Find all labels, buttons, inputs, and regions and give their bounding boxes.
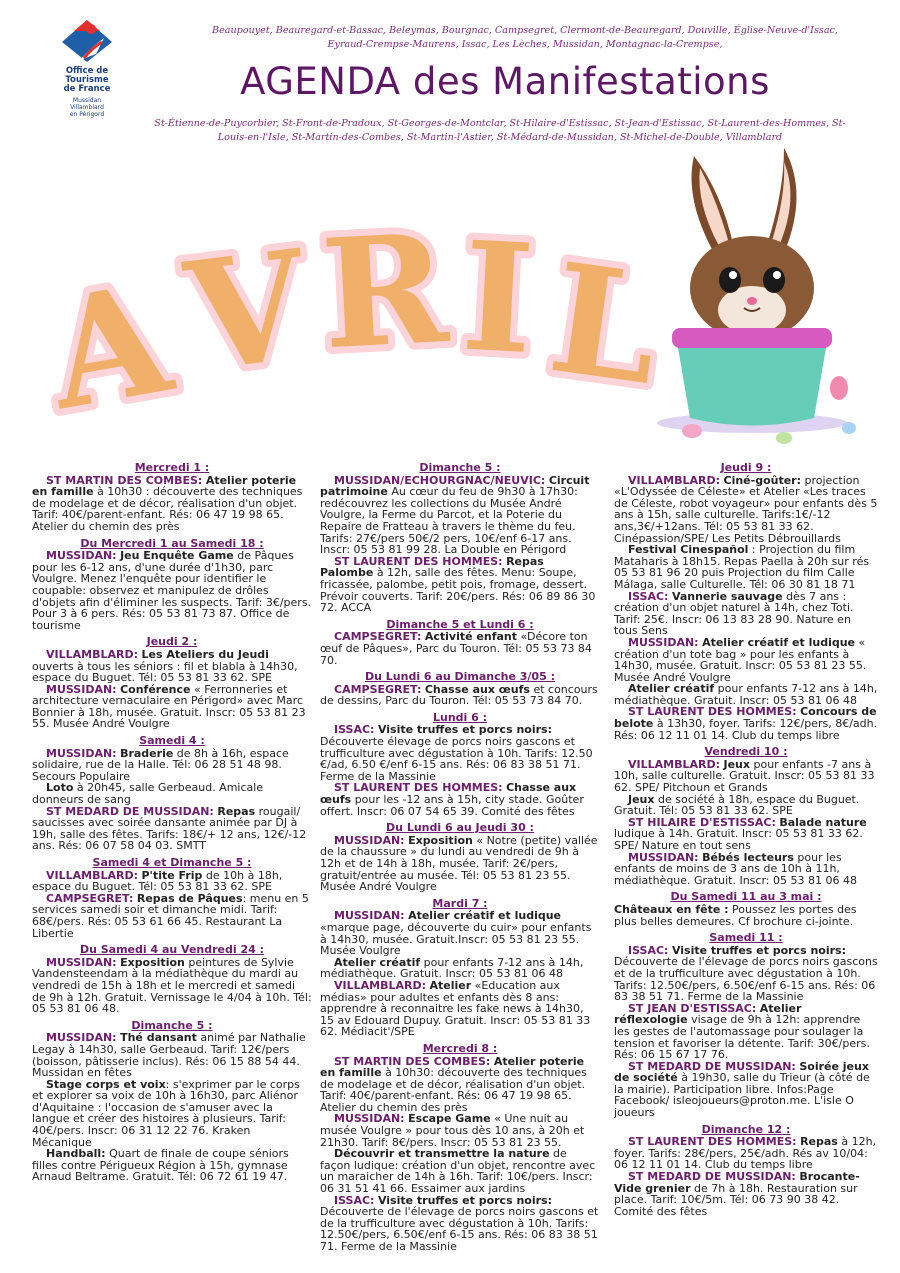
event-item: CAMPSEGRET: Chasse aux œufs et concours de dessins, Parc du Touron. Tél: 05 53 73 84 70.	[320, 682, 598, 708]
event-item: Atelier créatif pour enfants 7-12 ans à 14h, médiathèque. Gratuit. Inscr: 05 53 81 06 48	[320, 955, 584, 981]
day-section	[320, 671, 600, 707]
day-heading: Du Lundi 6 au Jeudi 30 :	[386, 821, 534, 835]
event-item: MUSSIDAN: Exposition peintures de Sylvie Vandensteendam à la médiathèque du mardi au vendredi de 15h à 18h et le mercredi et samedi de 9h à 12h. Gratuit. Vernissage le 4/04 à 10h. Tél: 05 53 81 06 48.	[32, 955, 312, 1016]
day-heading: Samedi 4 :	[139, 734, 205, 748]
event-item: VILLAMBLARD: P'tite Frip de 10h à 18h, espace du Buguet. Tél: 05 53 81 33 62. SPE	[32, 868, 283, 894]
easter-bunny-illustration	[634, 138, 869, 458]
event-item: MUSSIDAN: Braderie de 8h à 16h, espace solidaire, rue de la Halle. Tél: 06 28 51 48 98. Secours Populaire	[32, 746, 289, 783]
day-heading: Du Mercredi 1 au Samedi 18 :	[80, 536, 264, 550]
event-item: VILLAMBLARD: Ciné-goûter: projection «L'Odyssée de Céleste» et Atelier «Les traces de Céleste, robot voyageur» pour enfants dès 5 ans à 15h, salle culturelle. Tarifs:1€/-12 ans,3€/+12ans. Tél: 05 53 81 33 62. Cinépassion/SPE/ Les Petits Débrouillards	[614, 473, 878, 545]
day-section	[614, 746, 878, 886]
day-section	[320, 822, 600, 893]
day-section	[614, 891, 878, 927]
event-item: Handball: Quart de finale de coupe séniors filles contre Périgueux Région à 15h, gymnase Arnaud Beltrame. Gratuit. Tél: 06 72 61 19 47.	[32, 1147, 289, 1184]
day-section	[320, 898, 600, 1038]
day-section	[614, 932, 878, 1119]
event-item: ISSAC: Visite truffes et porcs noirs: Découverte de l'élevage de porcs noirs gascons et de la trufficulture avec dégustation à 10h. Tarifs: 12.50€/pers, 6.50€/enf 6-15 ans. Rés: 06 83 38 51 71. Ferme de la Massinie	[320, 1193, 599, 1253]
month-letter-a: A	[36, 250, 182, 445]
event-item: Loto à 20h45, salle Gerbeaud. Amicale donneurs de sang	[32, 781, 264, 807]
day-heading: Mardi 7 :	[432, 896, 488, 910]
month-letter-v: V	[178, 217, 316, 407]
event-item: ST LAURENT DES HOMMES: Chasse aux œufs pour les -12 ans à 15h, city stade. Goûter offert. Inscr: 06 07 54 65 39. Comité des fêtes	[320, 781, 584, 818]
event-item: ISSAC: Visite truffes et porcs noirs: Découverte élevage de porcs noirs gascons et trufficulture avec dégustation à 10h. Tarifs: 12.50 €/ad, 6.50 €/enf 6-15 ans. Rés: 06 83 38 51 71. Ferme de la Massinie	[320, 723, 593, 783]
day-section	[32, 462, 312, 533]
event-item: ST MEDARD DE MUSSIDAN: Brocante-Vide grenier de 7h à 18h. Restauration sur place. Tarif: 10€/5m. Tél: 06 73 90 38 42. Comité des fêtes	[614, 1170, 860, 1218]
day-heading: Mercredi 8 :	[422, 1041, 498, 1055]
event-item: Châteaux en fête : Poussez les portes des plus belles demeures. Cf brochure ci-jointe.	[614, 902, 857, 928]
day-section	[32, 636, 312, 730]
day-heading: Dimanche 12 :	[701, 1122, 791, 1136]
month-letter-l: L	[540, 230, 670, 420]
event-item: Stage corps et voix: s'exprimer par le corps et explorer sa voix de 10h à 16h30, parc Aliénor d'Aquitaine : l'occasion de s'amuser avec la langue et créer des histoires à plusieurs. Tarif: 40€/pers. Inscr: 06 31 12 22 76. Kraken Mécanique	[32, 1077, 300, 1149]
day-heading: Jeudi 2 :	[146, 635, 198, 649]
event-item: Atelier créatif pour enfants 7-12 ans à 14h, médiathèque. Gratuit. Inscr: 05 53 81 06 48	[614, 682, 878, 707]
day-section	[32, 944, 312, 1015]
day-section	[320, 712, 600, 817]
event-item: ST LAURENT DES HOMMES: Repas à 12h, foyer. Tarifs: 28€/pers, 25€/adh. Rés av 10/04: 06 12 11 01 14. Club du temps libre	[614, 1135, 877, 1172]
event-item: MUSSIDAN: Exposition « Notre (petite) vallée de la chaussure » du lundi au vendredi de 9h à 12h et de 14h à 18h, musée. Tarif: 2€/pers, gratuit/entrée au musée. Tél: 05 53 81 23 55. Musée André Voulgre	[320, 833, 598, 894]
day-heading: Lundi 6 :	[432, 710, 488, 724]
day-section	[32, 1020, 312, 1183]
event-item: MUSSIDAN: Conférence « Ferronneries et architecture vernaculaire en Périgord» avec Marc Bonnier à 18h, musée. Gratuit. Inscr: 05 53 81 23 55. Musée André Voulgre	[32, 682, 306, 731]
event-item: ST JEAN D'ESTISSAC: Atelier réflexologie visage de 9h à 12h: apprendre les gestes de l'automassage pour soulager la tension et favoriser la détente. Tarif: 30€/pers. Rés: 06 15 67 17 76.	[614, 1001, 870, 1062]
communes-list-bottom: St-Étienne-de-Puycorbier, St-Front-de-Pradoux, St-Georges-de-Montclar, St-Hilaire-d'Estissac, St-Jean-d'Estissac, St-Laurent-des-Hommes, St-Louis-en-l'Isle, St-Martin-des-Combes, St-Martin-l'Astier, St-Médard-de-Mussidan, St-Michel-de-Double, Villamblard	[154, 118, 846, 143]
day-section	[320, 462, 600, 614]
event-item: MUSSIDAN: Atelier créatif et ludique « création d'un tote bag » pour les enfants à 14h30, musée. Gratuit. Inscr: 05 53 81 23 55. Musée André Voulgre	[614, 635, 867, 684]
event-item: ST MARTIN DES COMBES: Atelier poterie en famille à 10h30 : découverte des techniques de modelage et de décor, réalisation d'un objet. Tarif: 40€/parent-enfant. Rés: 06 47 19 98 65. Atelier du chemin des près	[32, 473, 303, 533]
day-section	[320, 1043, 600, 1253]
day-heading: Vendredi 10 :	[704, 745, 788, 759]
event-item: Découvrir et transmettre la nature de façon ludique: création d'un objet, rencontre avec un maraicher de 14h à 16h. Tarif: 10€/pers. Inscr: 06 31 51 41 66. Essaimer aux jardins	[320, 1147, 596, 1196]
communes-list-top: Beaupouyet, Beauregard-et-Bassac, Beleymas, Bourgnac, Campsegret, Clermont-de-Beauregard, Douville, Église-Neuve-d'Issac, Eyraud-Crempse-Maurens, Issac, Les Lèches, Mussidan, Montagnac-la-Crempse,	[212, 25, 838, 50]
day-heading: Du Lundi 6 au Dimanche 3/05 :	[365, 670, 555, 684]
event-item: VILLAMBLARD: Jeux pour enfants -7 ans à 10h, salle culturelle. Gratuit. Inscr: 05 53 81 33 62. SPE/ Pitchoun et Grands	[614, 757, 875, 795]
event-item: CAMPSEGRET: Repas de Pâques: menu en 5 services samedi soir et dimanche midi. Tarif: 68€/pers. Rés: 05 53 61 66 45. Restaurant La Libertie	[32, 891, 309, 940]
logo-subtitle: Mussidan Villamblard en Périgord	[69, 97, 105, 118]
day-section	[614, 462, 878, 741]
event-item: VILLAMBLARD: Atelier «Education aux médias» pour adultes et enfants dès 8 ans: apprendre à reconnaitre les fake news à 14h30, 15 av Edouard Dupuy. Gratuit. Inscr: 05 53 81 33 62. Médiacit'/SPE	[320, 978, 591, 1039]
day-heading: Dimanche 5 et Lundi 6 :	[386, 617, 534, 631]
event-item: MUSSIDAN/ECHOURGNAC/NEUVIC: Circuit patrimoine Au cœur du feu de 9h30 à 17h30: redécouvrez les collections du Musée André Voulgre, la Ferme du Parcot, et la Poterie du Repaire de Fratteau à travers le thème du feu. Tarifs: 27€/pers 50€/2 pers, 10€/enf 6-17 ans. Inscr: 05 53 81 99 28. La Double en Périgord	[320, 473, 590, 557]
day-heading: Jeudi 9 :	[720, 461, 772, 474]
day-heading: Dimanche 5 :	[131, 1018, 213, 1032]
day-section	[320, 619, 600, 666]
event-item: Festival Cinespañol : Projection du film Mataharis à 18h15. Repas Paella à 20h sur rés 05 53 81 96 20 puis Projection du film Calle Málaga, salle Culturelle. Tél: 06 30 81 18 71	[614, 543, 870, 591]
event-item: MUSSIDAN: Atelier créatif et ludique «marque page, découverte du cuir» pour enfants à 14h30, musée. Gratuit.Inscr: 05 53 81 23 55. Musée Voulgre	[320, 909, 592, 958]
day-heading: Du Samedi 4 au Vendredi 24 :	[79, 943, 265, 957]
events-column-1	[32, 462, 312, 1188]
event-item: Jeux de société à 18h, espace du Buguet. Gratuit. Tél: 05 53 81 33 62. SPE	[614, 792, 860, 818]
event-item: ISSAC: Visite truffes et porcs noirs: Découverte de l'élevage de porcs noirs gascons et de la trufficulture avec dégustation à 10h. Tarifs: 12.50€/pers, 6.50€/enf 6-15 ans. Rés: 06 83 38 51 71. Ferme de la Massinie	[614, 943, 878, 1004]
event-item: CAMPSEGRET: Activité enfant «Décore ton œuf de Pâques», Parc du Touron. Tél: 05 53 73 84 70.	[320, 630, 592, 667]
event-item: MUSSIDAN: Jeu Enquête Game de Pâques pour les 6-12 ans, d'une durée d'1h30, parc Voulgre. Menez l'enquête pour identifier le coupable: observez et manipulez de drôles d'objets afin d'éliminer les suspects. Tarif: 3€/pers. Pour 3 à 6 pers. Rés: 05 53 81 73 87. Office de tourisme	[32, 549, 312, 632]
event-item: ST MEDARD DE MUSSIDAN: Repas rougail/ saucisses avec soirée dansante animée par DJ à 19h, salle des fêtes. Tarifs: 18€/+ 12 ans, 12€/-12 ans. Rés: 06 07 58 04 03. SMTT	[32, 804, 307, 853]
event-item: ST LAURENT DES HOMMES: Repas Palombe à 12h, salle des fêtes. Menu: Soupe, fricassée, palombe, petit pois, fromage, dessert. Prévoir couverts. Tarif: 20€/pers. Rés: 06 89 86 30 72. ACCA	[320, 554, 596, 615]
day-section	[32, 538, 312, 632]
event-item: ISSAC: Vannerie sauvage dès 7 ans : création d'un objet naturel à 14h, chez Toti. Tarif: 25€. Inscr: 06 13 83 28 90. Nature en tous Sens	[614, 589, 854, 638]
month-title-avril	[20, 150, 700, 450]
logo-mark-icon	[60, 18, 114, 64]
page-title: AGENDA des Manifestations	[240, 60, 770, 103]
day-section	[614, 1124, 878, 1218]
event-item: VILLAMBLARD: Les Ateliers du Jeudi ouverts à tous les séniors : fil et blabla à 14h30, espace du Buguet. Tél: 05 53 81 33 62. SPE	[32, 647, 298, 685]
event-item: ST LAURENT DES HOMMES: Concours de belote à 13h30, foyer. Tarifs: 12€/pers, 8€/adh. Rés: 06 12 11 01 14. Club du temps libre	[614, 705, 878, 742]
office-tourisme-logo	[52, 18, 122, 118]
day-heading: Samedi 11 :	[709, 931, 783, 945]
events-column-3	[614, 462, 878, 1222]
events-column-2	[320, 462, 600, 1258]
day-section	[32, 857, 312, 939]
day-heading: Samedi 4 et Dimanche 5 :	[92, 856, 252, 869]
day-section	[32, 735, 312, 852]
month-letter-i: I	[458, 208, 538, 389]
event-item: MUSSIDAN: Thé dansant animé par Nathalie Legay à 14h30, salle Gerbeaud. Tarif: 12€/pers (boisson, pâtisserie inclus). Rés: 06 15 88 54 44. Mussidan en fêtes	[32, 1031, 306, 1080]
event-item: ST HILAIRE D'ESTISSAC: Balade nature ludique à 14h. Gratuit. Inscr: 05 53 81 33 62. SPE/ Nature en tout sens	[614, 815, 867, 852]
event-item: MUSSIDAN: Bébés lecteurs pour les enfants de moins de 3 ans de 10h à 11h, médiathèque. Gratuit. Inscr: 05 53 81 06 48	[614, 850, 857, 887]
event-item: ST MEDARD DE MUSSIDAN: Soirée jeux de société à 19h30, salle du Trieur (à côté de la mairie). Participation libre. Infos:Page Facebook/ isleojoueurs@proton.me. L'isle O joueurs	[614, 1059, 870, 1120]
logo-text: Office de Tourisme de France	[63, 66, 111, 94]
day-heading: Du Samedi 11 au 3 mai :	[670, 890, 822, 904]
event-item: MUSSIDAN: Escape Game « Une nuit au musée Voulgre » pour tous dès 10 ans, à 20h et 21h30. Tarif: 8€/pers. Inscr: 05 53 81 23 55.	[320, 1112, 585, 1149]
day-heading: Mercredi 1 :	[134, 461, 210, 474]
event-item: ST MARTIN DES COMBES: Atelier poterie en famille à 10h30: découverte des techniques de modelage et de décor, réalisation d'un objet. Tarif: 40€/parent-enfant. Rés: 06 47 19 98 65. Atelier du chemin des près	[320, 1054, 587, 1114]
month-letter-r: R	[317, 201, 452, 384]
month-title-text: AVRIL	[20, 150, 23, 151]
day-heading: Dimanche 5 :	[419, 461, 501, 474]
